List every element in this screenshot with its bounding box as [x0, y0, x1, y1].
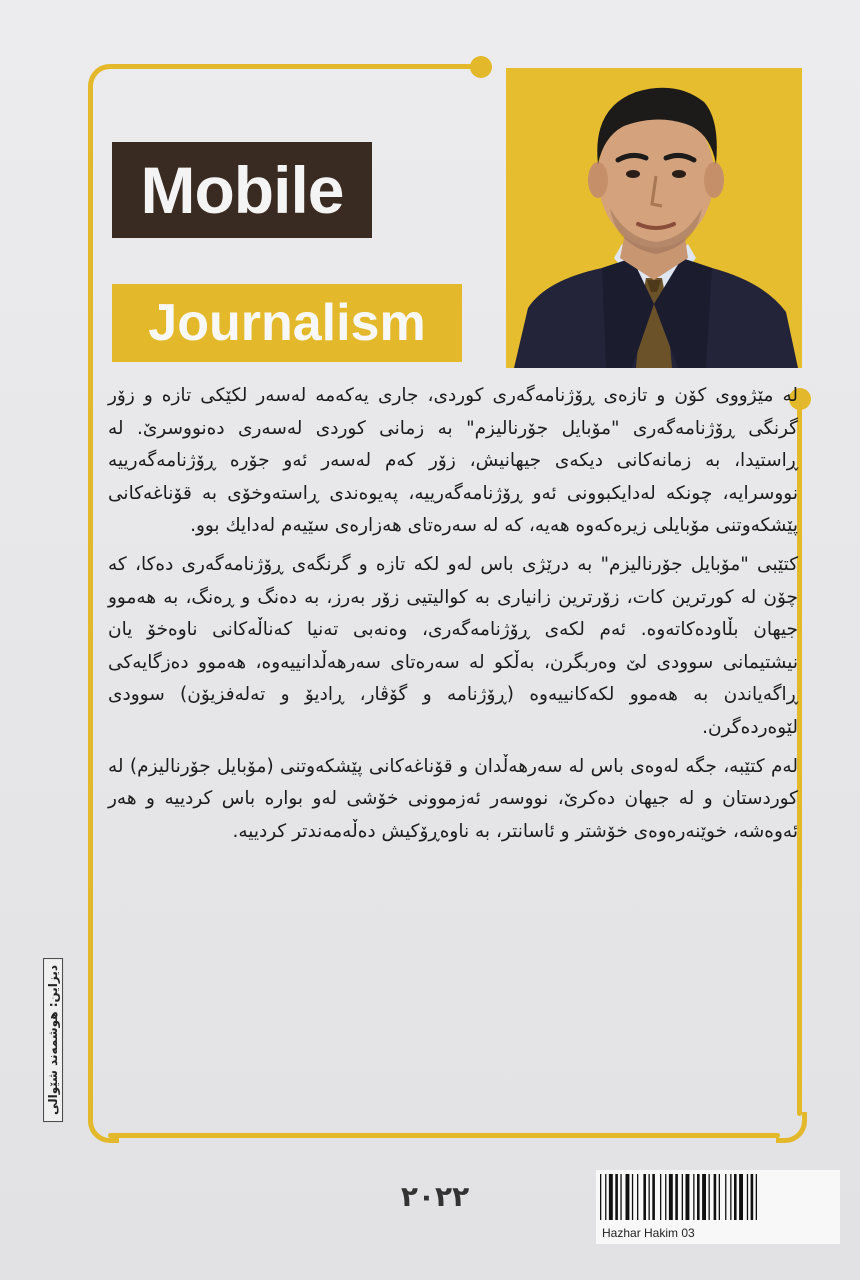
barcode-bar [626, 1174, 630, 1220]
frame-top-line [108, 64, 482, 69]
barcode-bar [709, 1174, 710, 1220]
barcode-bar [730, 1174, 731, 1220]
barcode-bar [637, 1174, 638, 1220]
title-journalism-block [112, 284, 462, 362]
barcode-bar [620, 1174, 621, 1220]
barcode-caption: Hazhar Hakim 03 [602, 1226, 695, 1240]
barcode-bar [660, 1174, 661, 1220]
book-description [108, 380, 798, 854]
description-paragraph-3: لەم کتێبە، جگە لەوەی باس لە سەرهەڵدان و قۆناغەکانی پێشکەوتنی (مۆبایل جۆرنالیزم) لە کوردستان و لە جیهان دەکرێ، نووسەر ئەزموونی خۆشی لەو بوارە باس کردییە و هەر ئەوەشە، خوێنەرەوەی خۆشتر و ئاسانتر، بە ناوەڕۆکیش دەڵەمەندتر کردییە. [108, 755, 798, 842]
barcode-bar [609, 1174, 613, 1220]
designer-credit: دیزاین: هوشمەند شێوالی [43, 958, 63, 1122]
barcode-bar [725, 1174, 726, 1220]
author-portrait-illustration [506, 68, 802, 368]
frame-bottom-right-corner [776, 1112, 807, 1143]
description-paragraph-2: کتێبی "مۆبایل جۆرنالیزم" بە درێژی باس لەو لکە تازە و گرنگەی ڕۆژنامەگەری دەکا، کە چۆن لە کورترین کات، زۆرترین زانیاری بە کوالیتیی زۆر بەرز، بە دەنگ و ڕەنگ، بە هەموو جیهان بڵاودەکاتەوە. ئەم لکەی ڕۆژنامەگەری، وەنەبی تەنیا کەناڵەکانی ناوەخۆ یان نیشتیمانی سوودی لێ وەربگرن، بەڵکو لە سەرەتای سەرهەڵدانییەوە، هەموو دەزگایەکی ڕاگەیاندن بە هەموو لکەکانییەوە (ڕۆژنامە و گۆڤار، ڕادیۆ و تەلەفزیۆن) سوودی لێوەردەگرن. [108, 553, 798, 738]
barcode-bar [719, 1174, 720, 1220]
barcode-bar [632, 1174, 633, 1220]
barcode-bar [756, 1174, 757, 1220]
frame-left-line [88, 84, 93, 1124]
frame-top-left-corner [88, 64, 119, 95]
title-mobile: Mobile [140, 153, 344, 227]
barcode-bar [747, 1174, 748, 1220]
barcode-bar [751, 1174, 754, 1220]
barcode-bar [734, 1174, 737, 1220]
frame-dot-top [470, 56, 492, 78]
barcode-bar [739, 1174, 743, 1220]
barcode-bar [714, 1174, 717, 1220]
title-mobile-block [112, 142, 372, 238]
barcode-bar [643, 1174, 646, 1220]
barcode-bar [652, 1174, 655, 1220]
barcode-bar [697, 1174, 700, 1220]
description-paragraph-1: لە مێژووی کۆن و تازەی ڕۆژنامەگەری کوردی، جاری یەکەمە لەسەر لکێکی تازە و زۆر گرنگی ڕۆژنامەگەری "مۆبایل جۆرنالیزم" بە زمانی کوردی لەسەری دەنووسرێ. لە ڕاستیدا، بە زمانەکانی دیکەی جیهانیش، زۆر کەم لەسەر ئەو جۆرە ڕۆژنامەگەرییە نووسرایە، چونکە لەدایکبوونی ئەو ڕۆژنامەگەرییە، پەیوەندی ڕاستەوخۆی بە قۆناغەکانی پێشکەوتنی مۆبایلی زیرەکەوە هەیە، کە لە سەرەتای هەزارەی سێیەم لەدایك بوو. [108, 385, 798, 537]
barcode-bar [702, 1174, 706, 1220]
barcode-bar [686, 1174, 690, 1220]
barcode-bar [605, 1174, 606, 1220]
frame-bottom-line [108, 1133, 780, 1138]
barcode-bar [615, 1174, 618, 1220]
barcode-area [596, 1170, 840, 1244]
frame-bottom-left-corner [88, 1112, 119, 1143]
publication-year: ٢٠٢٢ [400, 1180, 470, 1213]
barcode-bar [682, 1174, 683, 1220]
title-journalism: Journalism [148, 294, 426, 352]
barcode-bar [693, 1174, 694, 1220]
barcode-bar [675, 1174, 678, 1220]
barcode-bar [649, 1174, 650, 1220]
author-photo [506, 68, 802, 368]
barcode-bar [600, 1174, 601, 1220]
barcode-bar [665, 1174, 666, 1220]
barcode [596, 1170, 840, 1224]
barcode-bar [669, 1174, 673, 1220]
designer-credit-block [40, 960, 66, 1120]
